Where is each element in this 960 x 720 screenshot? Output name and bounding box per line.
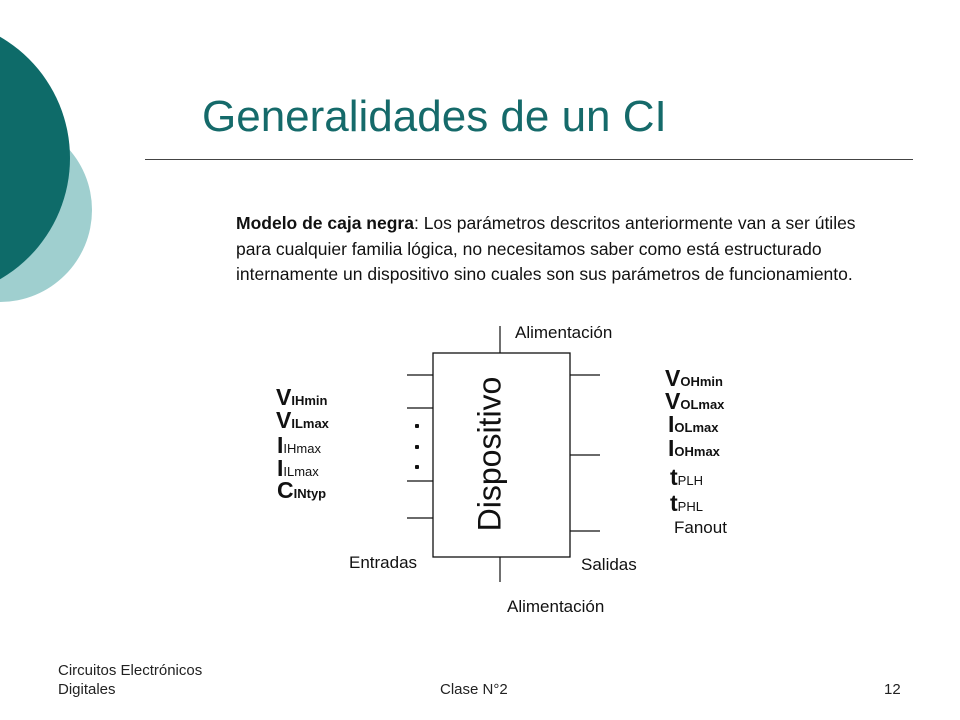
input-param: VIHmin [276,384,328,410]
footer-course-line2: Digitales [58,681,116,698]
inputs-label: Entradas [349,553,418,572]
footer-course-line1: Circuitos Electrónicos [58,662,203,679]
footer-class: Clase N°2 [440,681,508,698]
fanout-label: Fanout [674,518,727,537]
input-param: IILmax [277,455,319,481]
ellipsis-dot [415,465,419,469]
device-label: Dispositivo [471,376,508,532]
output-param: IOLmax [668,411,719,437]
input-param: VILmax [276,407,329,433]
input-param: CINtyp [277,477,327,503]
output-param: VOHmin [665,365,723,391]
outputs-label: Salidas [581,555,637,574]
intro-text: : Los parámetros descritos anteriormente van a ser útiles para cualquier familia lógica, no necesitamos saber como está estructurado internamente un dispositivo sino cuales son sus parámetros de funcionamiento. [236,213,856,284]
output-param: tPHL [670,490,703,516]
power-bottom-label: Alimentación [507,597,605,616]
ellipsis-dot [415,424,419,428]
power-top-label: Alimentación [515,323,613,342]
output-param: tPLH [670,464,703,490]
slide-title: Generalidades de un CI [202,92,667,141]
footer-page-number: 12 [884,681,901,698]
input-param: IIHmax [277,432,321,458]
ellipsis-dot [415,445,419,449]
intro-bold: Modelo de caja negra [236,213,414,233]
output-param: IOHmax [668,435,720,461]
output-param: VOLmax [665,388,725,414]
